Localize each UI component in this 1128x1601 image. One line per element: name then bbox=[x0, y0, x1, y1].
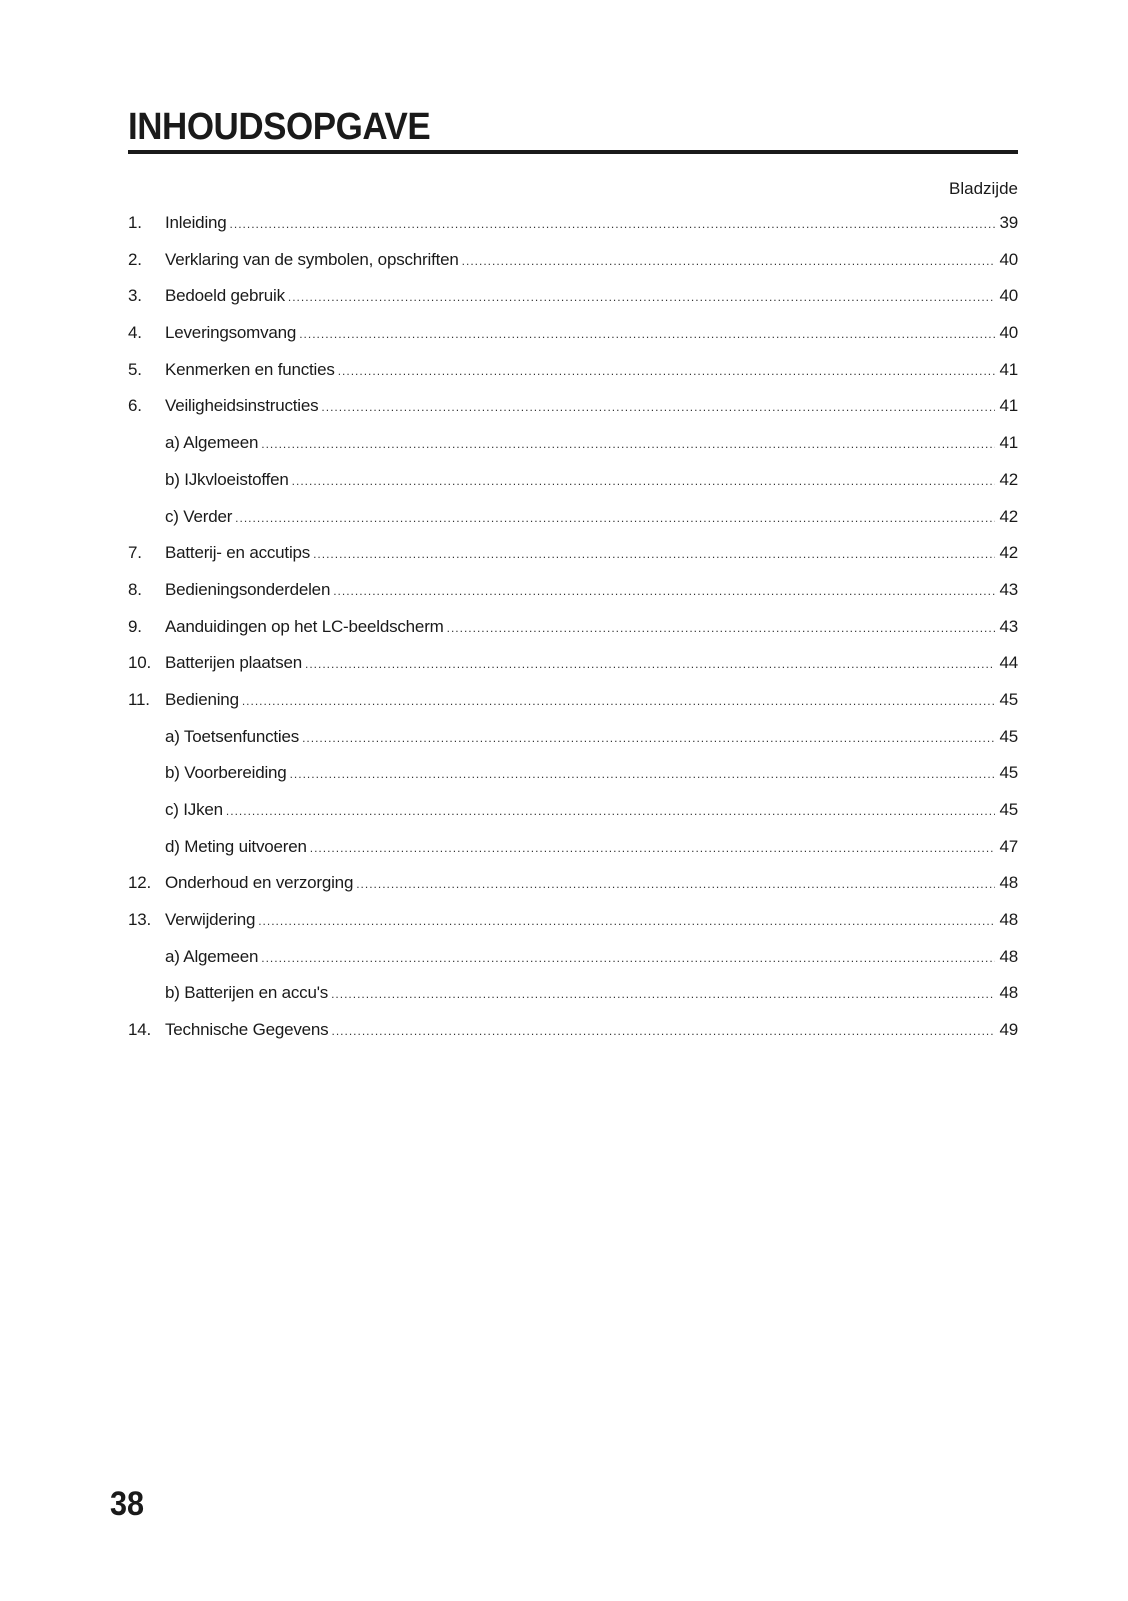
toc-subentry[interactable] bbox=[128, 836, 1018, 873]
toc-entry-label: a) Toetsenfuncties bbox=[165, 726, 300, 746]
toc-subentry[interactable] bbox=[128, 506, 1018, 543]
toc-entry-number: 13. bbox=[128, 910, 152, 930]
toc-entry-page: 43 bbox=[999, 579, 1018, 599]
toc-entry[interactable] bbox=[128, 212, 1018, 249]
toc-entry-label: Technische Gegevens bbox=[165, 1020, 329, 1040]
toc-entry-number: 6. bbox=[128, 396, 142, 416]
toc-entry-page: 45 bbox=[999, 800, 1018, 819]
dot-leader bbox=[261, 947, 995, 969]
dot-leader bbox=[302, 727, 995, 749]
toc-entry-number: 14. bbox=[128, 1020, 152, 1040]
toc-entry-page: 41 bbox=[999, 433, 1018, 453]
toc-entry-label: Leveringsomvang bbox=[165, 323, 297, 343]
toc-entry-label: Verklaring van de symbolen, opschriften bbox=[165, 249, 459, 269]
dot-leader bbox=[321, 396, 995, 418]
page-title: INHOUDSOPGAVE bbox=[128, 106, 431, 148]
toc-entry-label: Verwijdering bbox=[165, 910, 256, 930]
toc-entry[interactable] bbox=[128, 652, 1018, 689]
toc-entry-label: Veiligheidsinstructies bbox=[165, 396, 319, 416]
toc-entry-number: 10. bbox=[128, 653, 152, 673]
toc-subentry[interactable] bbox=[128, 799, 1018, 836]
toc-entry-page: 39 bbox=[999, 213, 1018, 232]
toc-entry-label: Onderhoud en verzorging bbox=[165, 873, 354, 893]
toc-entry[interactable] bbox=[128, 395, 1018, 432]
dot-leader bbox=[310, 837, 996, 859]
toc-entry-page: 40 bbox=[999, 249, 1018, 269]
dot-leader bbox=[356, 873, 995, 895]
toc-entry-page: 45 bbox=[999, 726, 1018, 746]
dot-leader bbox=[333, 580, 995, 602]
toc-entry-page: 48 bbox=[999, 946, 1018, 966]
toc-entry-number: 12. bbox=[128, 873, 152, 893]
toc-entry-page: 42 bbox=[999, 543, 1018, 563]
toc-entry-label: Aanduidingen op het LC-beeldscherm bbox=[165, 616, 444, 636]
toc-entry[interactable] bbox=[128, 359, 1018, 396]
toc-entry[interactable] bbox=[128, 872, 1018, 909]
toc-entry-page: 42 bbox=[999, 506, 1018, 526]
toc-entry[interactable] bbox=[128, 285, 1018, 322]
toc-entry-page: 44 bbox=[999, 653, 1018, 673]
dot-leader bbox=[258, 910, 995, 932]
dot-leader bbox=[292, 470, 996, 492]
toc-entry-label: a) Algemeen bbox=[165, 946, 259, 966]
toc-entry-page: 41 bbox=[999, 359, 1018, 379]
toc-entry-page: 45 bbox=[999, 763, 1018, 783]
toc-subentry[interactable] bbox=[128, 762, 1018, 799]
dot-leader bbox=[462, 250, 996, 272]
toc-subentry[interactable] bbox=[128, 469, 1018, 506]
toc-entry-label: a) Algemeen bbox=[165, 433, 259, 453]
toc-entry-label: Inleiding bbox=[165, 213, 227, 232]
toc-entry-label: d) Meting uitvoeren bbox=[165, 836, 307, 856]
table-of-contents bbox=[128, 212, 1018, 1056]
toc-entry-label: c) Verder bbox=[165, 506, 233, 526]
toc-entry-number: 9. bbox=[128, 616, 142, 636]
dot-leader bbox=[235, 507, 995, 529]
toc-entry-label: Kenmerken en functies bbox=[165, 359, 335, 379]
toc-subentry[interactable] bbox=[128, 982, 1018, 1019]
toc-entry-page: 47 bbox=[999, 836, 1018, 856]
toc-entry-page: 42 bbox=[999, 469, 1018, 489]
toc-entry-label: b) Batterijen en accu's bbox=[165, 983, 329, 1003]
dot-leader bbox=[288, 286, 996, 308]
dot-leader bbox=[290, 763, 996, 785]
toc-entry-number: 11. bbox=[128, 689, 150, 709]
toc-subentry[interactable] bbox=[128, 726, 1018, 763]
dot-leader bbox=[230, 213, 996, 235]
toc-entry-page: 43 bbox=[999, 616, 1018, 636]
page-number: 38 bbox=[110, 1485, 145, 1523]
toc-entry[interactable] bbox=[128, 322, 1018, 359]
toc-entry-number: 1. bbox=[128, 213, 142, 232]
toc-entry-page: 45 bbox=[999, 689, 1018, 709]
toc-entry[interactable] bbox=[128, 579, 1018, 616]
toc-entry-label: Bedieningsonderdelen bbox=[165, 579, 331, 599]
dot-leader bbox=[261, 433, 995, 455]
toc-entry-number: 8. bbox=[128, 579, 142, 599]
toc-entry[interactable] bbox=[128, 689, 1018, 726]
toc-entry-label: b) Voorbereiding bbox=[165, 763, 287, 783]
title-underline bbox=[128, 150, 1018, 154]
toc-entry-label: b) IJkvloeistoffen bbox=[165, 469, 289, 489]
toc-entry-label: Batterij- en accutips bbox=[165, 543, 311, 563]
toc-entry[interactable] bbox=[128, 616, 1018, 653]
toc-subentry[interactable] bbox=[128, 432, 1018, 469]
toc-entry-page: 41 bbox=[999, 396, 1018, 416]
dot-leader bbox=[338, 360, 996, 382]
toc-entry[interactable] bbox=[128, 542, 1018, 579]
toc-entry-label: c) IJken bbox=[165, 800, 223, 819]
toc-entry-page: 48 bbox=[999, 910, 1018, 930]
toc-entry-number: 2. bbox=[128, 249, 142, 269]
dot-leader bbox=[226, 800, 996, 822]
toc-entry-number: 5. bbox=[128, 359, 142, 379]
toc-entry[interactable] bbox=[128, 249, 1018, 286]
dot-leader bbox=[242, 690, 996, 712]
toc-entry-label: Bedoeld gebruik bbox=[165, 286, 285, 306]
toc-entry-number: 3. bbox=[128, 286, 142, 306]
dot-leader bbox=[313, 543, 995, 565]
dot-leader bbox=[331, 1020, 995, 1042]
toc-entry-label: Bediening bbox=[165, 689, 239, 709]
toc-entry-number: 7. bbox=[128, 543, 142, 563]
toc-entry-page: 48 bbox=[999, 873, 1018, 893]
toc-entry-label: Batterijen plaatsen bbox=[165, 653, 303, 673]
toc-entry-number: 4. bbox=[128, 323, 142, 343]
toc-entry-page: 48 bbox=[999, 983, 1018, 1003]
dot-leader bbox=[447, 617, 996, 639]
toc-entry-page: 40 bbox=[999, 323, 1018, 343]
toc-subentry[interactable] bbox=[128, 946, 1018, 983]
toc-entry[interactable] bbox=[128, 1019, 1018, 1056]
page-column-header: Bladzijde bbox=[949, 179, 1018, 198]
toc-entry-page: 49 bbox=[999, 1020, 1018, 1040]
toc-entry[interactable] bbox=[128, 909, 1018, 946]
dot-leader bbox=[331, 983, 995, 1005]
dot-leader bbox=[305, 653, 995, 675]
toc-entry-page: 40 bbox=[999, 286, 1018, 306]
dot-leader bbox=[299, 323, 995, 345]
